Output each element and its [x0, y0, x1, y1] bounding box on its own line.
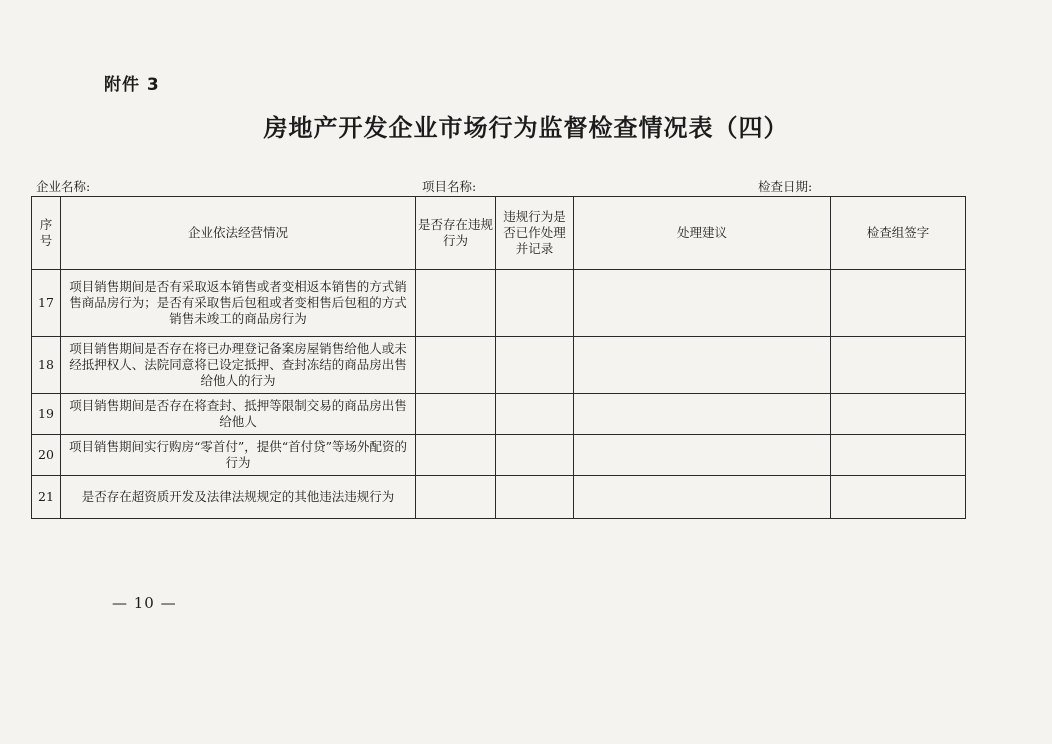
page-title: 房地产开发企业市场行为监督检查情况表（四）: [263, 113, 789, 142]
signature-cell[interactable]: [831, 394, 966, 435]
handled-cell[interactable]: [496, 394, 574, 435]
signature-cell[interactable]: [831, 270, 966, 337]
row-description: 项目销售期间实行购房“零首付”，提供“首付贷”等场外配资的行为: [61, 435, 416, 476]
header-content: 企业依法经营情况: [61, 197, 416, 270]
row-description: 项目销售期间是否存在将查封、抵押等限制交易的商品房出售给他人: [61, 394, 416, 435]
row-description: 项目销售期间是否有采取返本销售或者变相返本销售的方式销售商品房行为；是否有采取售后包租或者变相售后包租的方式销售未竣工的商品房行为: [61, 270, 416, 337]
row-number: 17: [32, 270, 61, 337]
signature-cell[interactable]: [831, 435, 966, 476]
table-row: [32, 476, 966, 519]
suggestion-cell[interactable]: [574, 337, 831, 394]
violation-cell[interactable]: [416, 394, 496, 435]
row-description: 是否存在超资质开发及法律法规规定的其他违法违规行为: [61, 476, 416, 519]
inspection-date-label: 检查日期:: [758, 179, 813, 194]
suggestion-cell[interactable]: [574, 270, 831, 337]
violation-cell[interactable]: [416, 435, 496, 476]
violation-cell[interactable]: [416, 476, 496, 519]
header-seq: 序号: [32, 197, 61, 270]
row-number: 19: [32, 394, 61, 435]
suggestion-cell[interactable]: [574, 435, 831, 476]
project-name-label: 项目名称:: [422, 179, 477, 194]
suggestion-cell[interactable]: [574, 394, 831, 435]
header-handled: 违规行为是否已作处理并记录: [496, 197, 574, 270]
attachment-label: 附件 3: [104, 75, 160, 95]
handled-cell[interactable]: [496, 270, 574, 337]
table-row: [32, 337, 966, 394]
inspection-table: [31, 196, 966, 519]
handled-cell[interactable]: [496, 476, 574, 519]
violation-cell[interactable]: [416, 270, 496, 337]
company-name-label: 企业名称:: [36, 179, 91, 194]
handled-cell[interactable]: [496, 435, 574, 476]
header-signature: 检查组签字: [831, 197, 966, 270]
table-row: [32, 270, 966, 337]
row-number: 18: [32, 337, 61, 394]
violation-cell[interactable]: [416, 337, 496, 394]
header-suggestion: 处理建议: [574, 197, 831, 270]
handled-cell[interactable]: [496, 337, 574, 394]
row-number: 20: [32, 435, 61, 476]
header-violation: 是否存在违规行为: [416, 197, 496, 270]
suggestion-cell[interactable]: [574, 476, 831, 519]
table-row: [32, 394, 966, 435]
table-header-row: [32, 197, 966, 270]
row-number: 21: [32, 476, 61, 519]
page-number: — 10 —: [112, 594, 177, 612]
table-row: [32, 435, 966, 476]
row-description: 项目销售期间是否存在将已办理登记备案房屋销售给他人或未经抵押权人、法院同意将已设定抵押、查封冻结的商品房出售给他人的行为: [61, 337, 416, 394]
signature-cell[interactable]: [831, 476, 966, 519]
signature-cell[interactable]: [831, 337, 966, 394]
